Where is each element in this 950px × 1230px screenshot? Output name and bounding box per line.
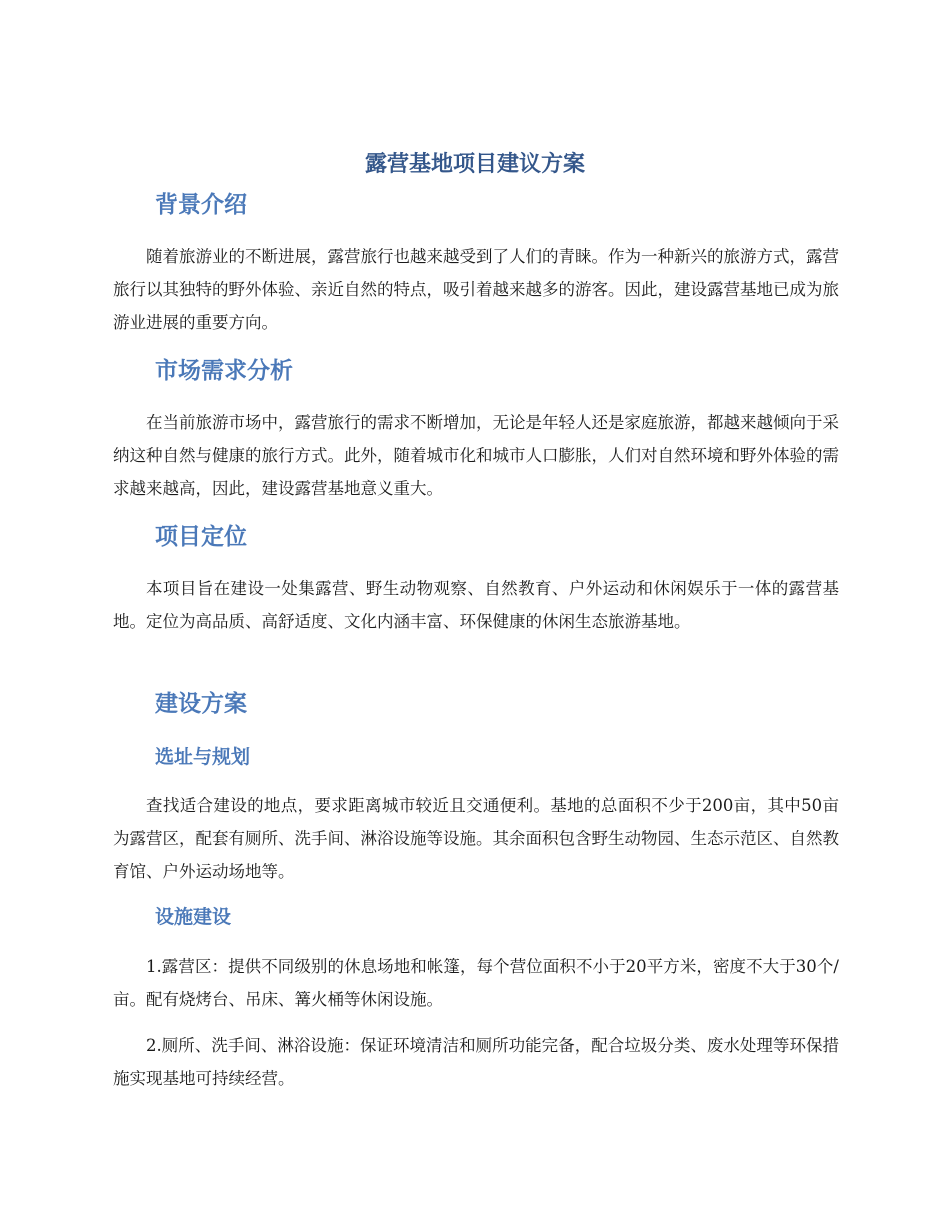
heading-market-demand: 市场需求分析 [155, 358, 293, 384]
document-title: 露营基地项目建议方案 [364, 152, 585, 177]
paragraph-site-planning: 查找适合建设的地点，要求距离城市较近且交通便利。基地的总面积不少于200亩，其中50亩为露营区，配套有厕所、洗手间、淋浴设施等设施。其余面积包含野生动物园、生态示范区、自然教育馆、户外运动场地等。 [113, 796, 839, 881]
heading-positioning: 项目定位 [155, 524, 247, 550]
list-item-toilets-showers: 2.厕所、洗手间、淋浴设施：保证环境清洁和厕所功能完备，配合垃圾分类、废水处理等环保措施实现基地可持续经营。 [113, 1036, 839, 1088]
paragraph-positioning: 本项目旨在建设一处集露营、野生动物观察、自然教育、户外运动和休闲娱乐于一体的露营基地。定位为高品质、高舒适度、文化内涵丰富、环保健康的休闲生态旅游基地。 [113, 579, 839, 631]
list-item-camping-area: 1.露营区：提供不同级别的休息场地和帐篷，每个营位面积不小于20平方米，密度不大于30个/亩。配有烧烤台、吊床、篝火桶等休闲设施。 [113, 957, 839, 1009]
subheading-site-planning: 选址与规划 [155, 746, 251, 768]
paragraph-background: 随着旅游业的不断进展，露营旅行也越来越受到了人们的青睐。作为一种新兴的旅游方式，露营旅行以其独特的野外体验、亲近自然的特点，吸引着越来越多的游客。因此，建设露营基地已成为旅游业进展的重要方向。 [113, 247, 839, 332]
subheading-facilities: 设施建设 [155, 906, 232, 928]
heading-background: 背景介绍 [155, 192, 247, 218]
heading-construction-plan: 建设方案 [155, 691, 247, 717]
paragraph-market-demand: 在当前旅游市场中，露营旅行的需求不断增加，无论是年轻人还是家庭旅游，都越来越倾向于采纳这种自然与健康的旅行方式。此外，随着城市化和城市人口膨胀，人们对自然环境和野外体验的需求越来越高，因此，建设露营基地意义重大。 [113, 413, 839, 498]
